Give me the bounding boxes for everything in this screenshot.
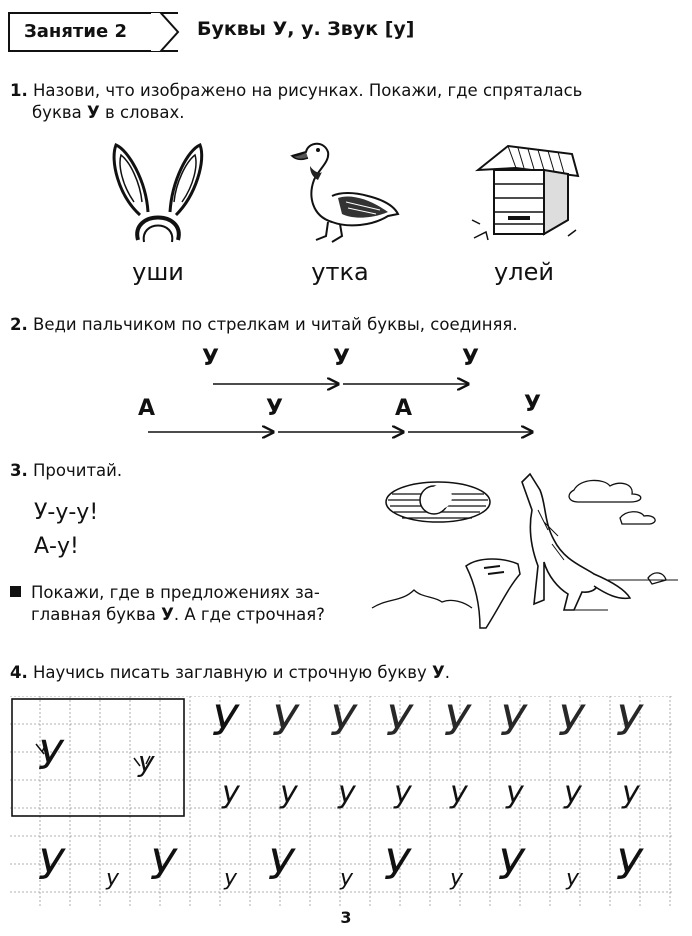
trace-lower-row2: у [450, 775, 468, 810]
page-number: 3 [340, 908, 352, 927]
trace-lower-row2: у [394, 775, 412, 810]
trace-upper-row1: У [272, 696, 298, 745]
read-line-2: А-у! [34, 534, 79, 559]
task2-instruction: 2. Веди пальчиком по стрелкам и читай буквы, соединяя. [10, 315, 518, 334]
trace-mixed-row3: у [340, 866, 354, 891]
trace-mixed-row3: У [498, 840, 524, 889]
top-letter-2: У [333, 346, 350, 371]
top-letter-3: У [462, 346, 479, 371]
trace-mixed-row3: у [450, 866, 464, 891]
bottom-letter-3: А [395, 396, 413, 421]
bottom-letter-1: А [138, 396, 156, 421]
task4-instruction: 4. Научись писать заглавную и строчную букву У. [10, 663, 450, 682]
duck-icon [288, 136, 403, 251]
bottom-letter-2: У [266, 396, 283, 421]
trace-mixed-row3: У [38, 840, 64, 889]
task2-number: 2. [10, 315, 28, 334]
ears-icon [108, 140, 208, 250]
caption-beehive: улей [494, 258, 554, 286]
lesson-title: Буквы У, у. Звук [у] [197, 18, 415, 40]
bullet-square-icon [10, 586, 21, 597]
read-line-1: У-у-у! [34, 500, 99, 525]
trace-upper-row1: У [444, 696, 470, 745]
trace-lower-row2: у [564, 775, 582, 810]
task3-number: 3. [10, 461, 28, 480]
trace-upper-row1: У [558, 696, 584, 745]
beehive-icon [468, 140, 583, 245]
trace-mixed-row3: у [106, 866, 120, 891]
task3-bullet: Покажи, где в предложениях за- главная буква У. А где строчная? [10, 582, 360, 626]
trace-lower-row2: у [506, 775, 524, 810]
letter-practice [10, 696, 672, 906]
trace-mixed-row3: У [616, 840, 642, 889]
trace-lower-row2: у [622, 775, 640, 810]
trace-upper-row1: У [386, 696, 412, 745]
bottom-letter-4: У [524, 392, 541, 417]
arrows [0, 370, 692, 440]
wolf-howling-at-moon-icon [368, 470, 680, 630]
badge-arrow-tip [150, 12, 180, 52]
trace-upper-row1: У [616, 696, 642, 745]
trace-upper-row1: У [212, 696, 238, 745]
trace-lower-row2: у [338, 775, 356, 810]
sample-upper-letter: У [38, 733, 63, 779]
caption-duck: утка [311, 258, 369, 286]
trace-mixed-row3: У [268, 840, 294, 889]
trace-upper-row1: У [500, 696, 526, 745]
task1-instruction: 1. Назови, что изображено на рисунках. Покажи, где спряталась буква У в словах. [10, 81, 583, 122]
trace-lower-row2: у [222, 775, 240, 810]
task4-number: 4. [10, 663, 28, 682]
trace-mixed-row3: у [224, 866, 238, 891]
task3-instruction: 3. Прочитай. [10, 461, 123, 480]
trace-mixed-row3: У [384, 840, 410, 889]
trace-upper-row1: У [330, 696, 356, 745]
sample-lower-letter: у [138, 745, 155, 778]
trace-lower-row2: у [280, 775, 298, 810]
lesson-label: Занятие 2 [24, 21, 127, 42]
trace-mixed-row3: У [150, 840, 176, 889]
top-letter-1: У [202, 346, 219, 371]
task1-number: 1. [10, 81, 28, 100]
caption-ears: уши [132, 258, 184, 286]
trace-mixed-row3: у [566, 866, 580, 891]
